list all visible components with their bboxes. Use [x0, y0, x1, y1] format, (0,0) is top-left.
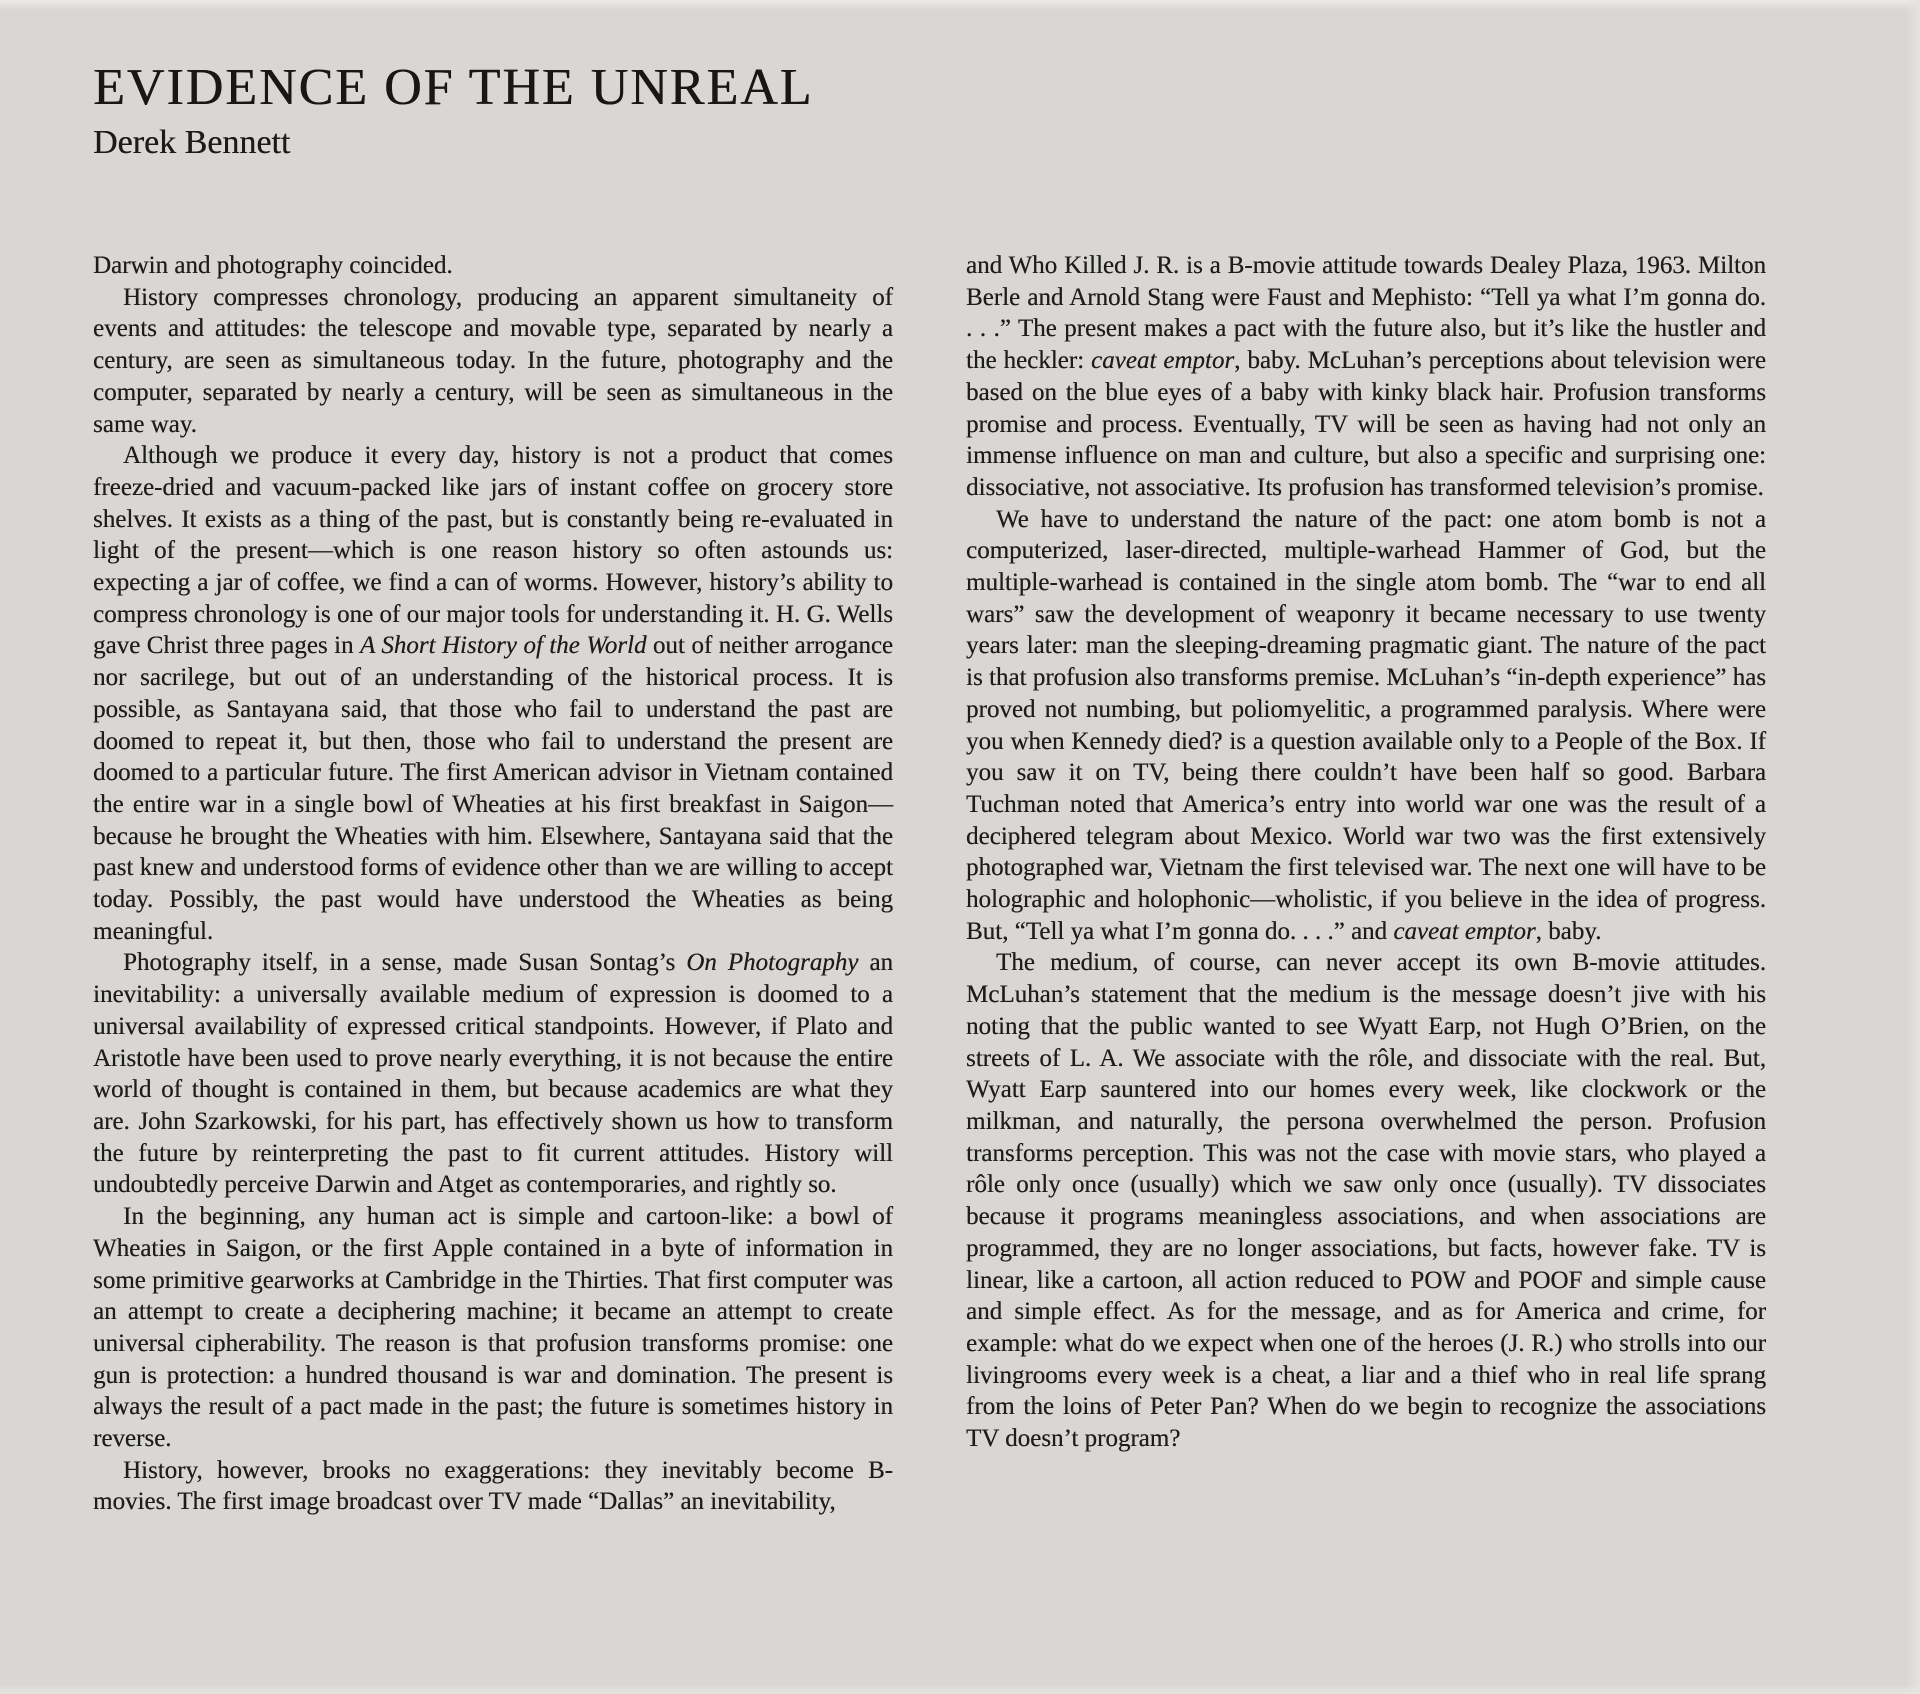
italic-run: caveat emptor — [1091, 347, 1235, 375]
text-run: Photography itself, in a sense, made Susan Sontag’s — [123, 949, 687, 977]
text-run: an inevitability: a universally available medium of expression is doomed to a universal availability of expressed critical standpoints. However, if Plato and Aristotle have been used to prove nearly everything, it is not because the entire world of thought is contained in them, but because academics are what they are. John Szarkowski, for his part, has effectively shown us how to transform the future by reinterpreting the past to fit current attitudes. History will undoubtedly perceive Darwin and Atget as contemporaries, and rightly so. — [93, 949, 893, 1199]
paragraph — [93, 440, 893, 947]
text-run: Darwin and photography coincided. — [93, 252, 453, 279]
text-run: We have to understand the nature of the pact: one atom bomb is not a computerized, laser-directed, multiple-warhead Hammer of God, but the multiple-warhead is contained in the single atom bomb. The “war to end all wars” saw the development of weaponry it became necessary to use twenty years later: man the sleeping-dreaming pragmatic giant. The nature of the pact is that profusion also transforms premise. McLuhan’s “in-depth experience” has proved not numbing, but poliomyelitic, a programmed paralysis. Where were you when Kennedy died? is a question available only to a People of the Box. If you saw it on TV, being there couldn’t have been half so good. Barbara Tuchman noted that America’s entry into world war one was the result of a deciphered telegram about Mexico. World war two was the first extensively photographed war, Vietnam the first televised war. The next one will have to be holographic and holophonic—wholistic, if you believe in the idea of progress. But, “Tell ya what I’m gonna do. . . .” and — [966, 505, 1766, 945]
italic-run: On Photography — [686, 949, 859, 977]
paragraph — [93, 947, 893, 1201]
scan-edge-right — [1906, 0, 1920, 1694]
paragraph — [966, 947, 1766, 1454]
article-title: EVIDENCE OF THE UNREAL — [93, 59, 814, 116]
paragraph — [93, 282, 893, 441]
text-run: , baby. — [1535, 917, 1602, 945]
paragraph — [93, 1201, 893, 1455]
text-run: History compresses chronology, producing an apparent simultaneity of events and attitudes: the telescope and movable type, separated by nearly a century, are seen as simultaneous today. In the future, photography and the computer, separated by nearly a century, will be seen as simultaneous in the same way. — [93, 283, 893, 438]
italic-run: A Short History of the World — [359, 632, 647, 660]
text-run: History, however, brooks no exaggerations: they inevitably become B-movies. The first image broadcast over TV made “Dallas” an inevitability, — [93, 1456, 893, 1516]
text-run: and Who Killed J. R. is a B-movie attitude towards Dealey Plaza, 1963. Milton Berle and Arnold Stang were Faust and Mephisto: “Tell ya what I’m gonna do. . . .” The present makes a pact with the future also, but it’s like the hustler and the heckler: — [966, 252, 1766, 375]
text-run: Although we produce it every day, history is not a product that comes freeze-dried and vacuum-packed like jars of instant coffee on grocery store shelves. It exists as a thing of the past, but is constantly being re-evaluated in light of the present—which is one reason history so often astounds us: expecting a jar of coffee, we find a can of worms. However, history’s ability to compress chronology is one of our major tools for understanding it. H. G. Wells gave Christ three pages in — [93, 442, 893, 660]
column-left — [93, 250, 893, 1518]
text-run: , baby. McLuhan’s perceptions about television were based on the blue eyes of a baby with kinky black hair. Profusion transforms promise and process. Eventually, TV will be seen as having had not only an immense influence on man and culture, but also a specific and surprising one: dissociative, not associative. Its profusion has transformed television’s promise. — [966, 347, 1766, 501]
scan-edge-top — [0, 0, 1920, 10]
paragraph — [93, 1455, 893, 1518]
column-right — [966, 250, 1766, 1518]
italic-run: caveat emptor — [1393, 917, 1536, 945]
text-run: The medium, of course, can never accept its own B-movie attitudes. McLuhan’s statement that the medium is the message doesn’t jive with his noting that the public wanted to see Wyatt Earp, not Hugh O’Brien, on the streets of L. A. We associate with the rôle, and dissociate with the real. But, Wyatt Earp sauntered into our homes every week, like clockwork or the milkman, and naturally, the persona overwhelmed the person. Profusion transforms perception. This was not the case with movie stars, who played a rôle only once (usually) which we saw only once (usually). TV dissociates because it programs meaningless associations, and when associations are programmed, they are no longer associations, but facts, however fake. TV is linear, like a cartoon, all action reduced to POW and POOF and simple cause and simple effect. As for the message, and as for America and crime, for example: what do we expect when one of the heroes (J. R.) who strolls into our livingrooms every week is a cheat, a liar and a thief who in real life sprang from the loins of Peter Pan? When do we begin to recognize the associations TV doesn’t program? — [966, 949, 1766, 1453]
text-run: In the beginning, any human act is simple and cartoon-like: a bowl of Wheaties in Saigon, or the first Apple contained in a byte of information in some primitive gearworks at Cambridge in the Thirties. That first computer was an attempt to create a deciphering machine; it became an attempt to create universal cipherability. The reason is that profusion transforms promise: one gun is protection: a hundred thousand is war and domination. The present is always the result of a pact made in the past; the future is sometimes history in reverse. — [93, 1203, 893, 1453]
article-byline: Derek Bennett — [93, 124, 291, 161]
paragraph — [93, 250, 893, 282]
text-run: out of neither arrogance nor sacrilege, but out of an understanding of the historical process. It is possible, as Santayana said, that those who fail to understand the past are doomed to repeat it, but then, those who fail to understand the present are doomed to a particular future. The first American advisor in Vietnam contained the entire war in a single bowl of Wheaties at his first breakfast in Saigon—because he brought the Wheaties with him. Elsewhere, Santayana said that the past knew and understood forms of evidence other than we are willing to accept today. Possibly, the past would have understood the Wheaties as being meaningful. — [93, 632, 894, 945]
paragraph — [966, 250, 1766, 504]
scan-edge-bottom — [0, 1684, 1920, 1694]
article-body — [93, 250, 1766, 1518]
paragraph — [966, 504, 1766, 948]
